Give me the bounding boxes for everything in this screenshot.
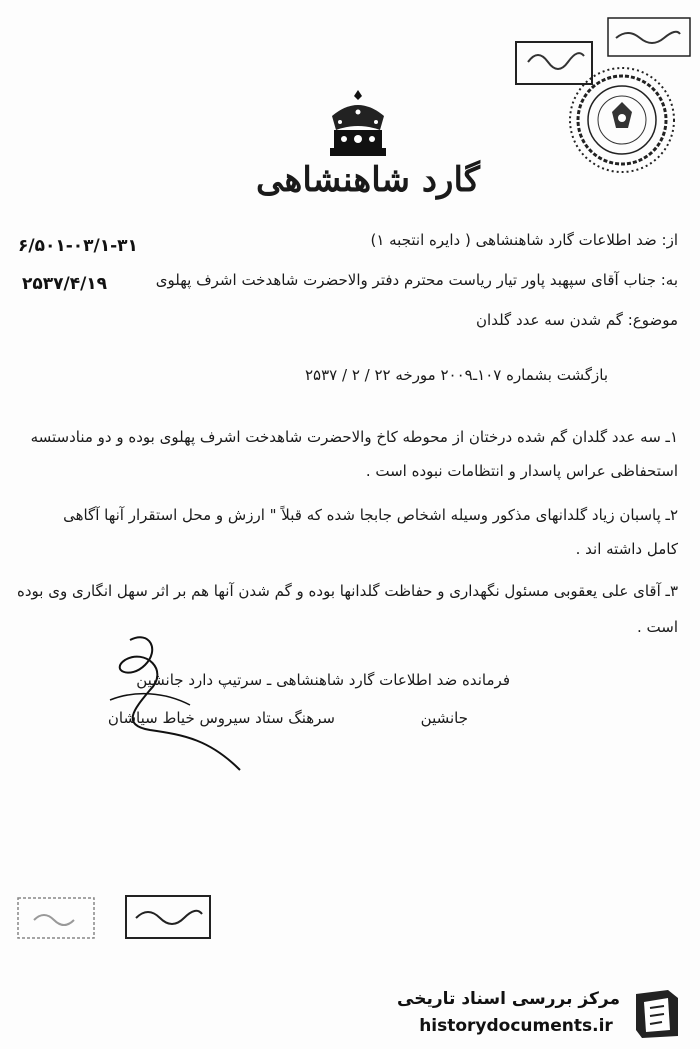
reference-line: بازگشت بشماره ۱۰۷ـ۲۰۰۹ مورخه ۲۲ / ۲ / ۲۵۳۷ bbox=[305, 366, 608, 384]
archive-logo-icon bbox=[628, 986, 686, 1042]
signature-role: جانشین bbox=[420, 709, 468, 727]
page-title: گارد شاهنشاهی bbox=[256, 160, 480, 200]
crown-emblem bbox=[318, 86, 398, 164]
signature-name: سرهنگ ستاد سیروس خیاط سیاشان bbox=[107, 709, 335, 727]
item-1: ۱ـ سه عدد گلدان گم شده درختان از محوطه کاخ والاحضرت شاهدخت اشرف پهلوی بوده و دو منادستسه bbox=[30, 428, 678, 446]
item-3-cont: است . bbox=[636, 618, 678, 636]
bottom-stamp bbox=[14, 888, 214, 948]
watermark-site-name: مرکز بررسی اسناد تاریخی bbox=[397, 989, 620, 1009]
letter-date: ۲۵۳۷/۴/۱۹ bbox=[22, 274, 108, 294]
item-2-cont: کامل داشته اند . bbox=[575, 540, 678, 558]
letter-number: ۶/۵۰۱-۰۳/۱-۳۱ bbox=[18, 236, 138, 256]
from-line: از: ضد اطلاعات گارد شاهنشاهی ( دایره انتجبه ۱) bbox=[370, 231, 678, 249]
subject-line: موضوع: گم شدن سه عدد گلدان bbox=[476, 311, 678, 329]
archive-stamp bbox=[498, 0, 698, 200]
item-2: ۲ـ پاسبان زیاد گلدانهای مذکور وسیله اشخاص جابجا شده که قبلاً " ارزش و محل استقرار آنها آگاهی bbox=[63, 506, 678, 524]
signature-line-1: فرمانده ضد اطلاعات گارد شاهنشاهی ـ سرتیپ دارد جانشین bbox=[136, 671, 510, 689]
item-1-cont: استحفاظی عراس پاسدار و انتظامات نبوده است . bbox=[365, 462, 678, 480]
watermark-url: historydocuments.ir bbox=[419, 1016, 613, 1036]
item-3: ۳ـ آقای علی یعقوبی مسئول نگهداری و حفاظت گلدانها بوده و گم شدن آنها هم بر اثر سهل انگاری وی بوده bbox=[17, 582, 678, 600]
handwritten-signature bbox=[90, 630, 260, 780]
to-line: به: جناب آقای سپهبد پاور تیار ریاست محترم دفتر والاحضرت شاهدخت اشرف پهلوی bbox=[155, 271, 678, 289]
